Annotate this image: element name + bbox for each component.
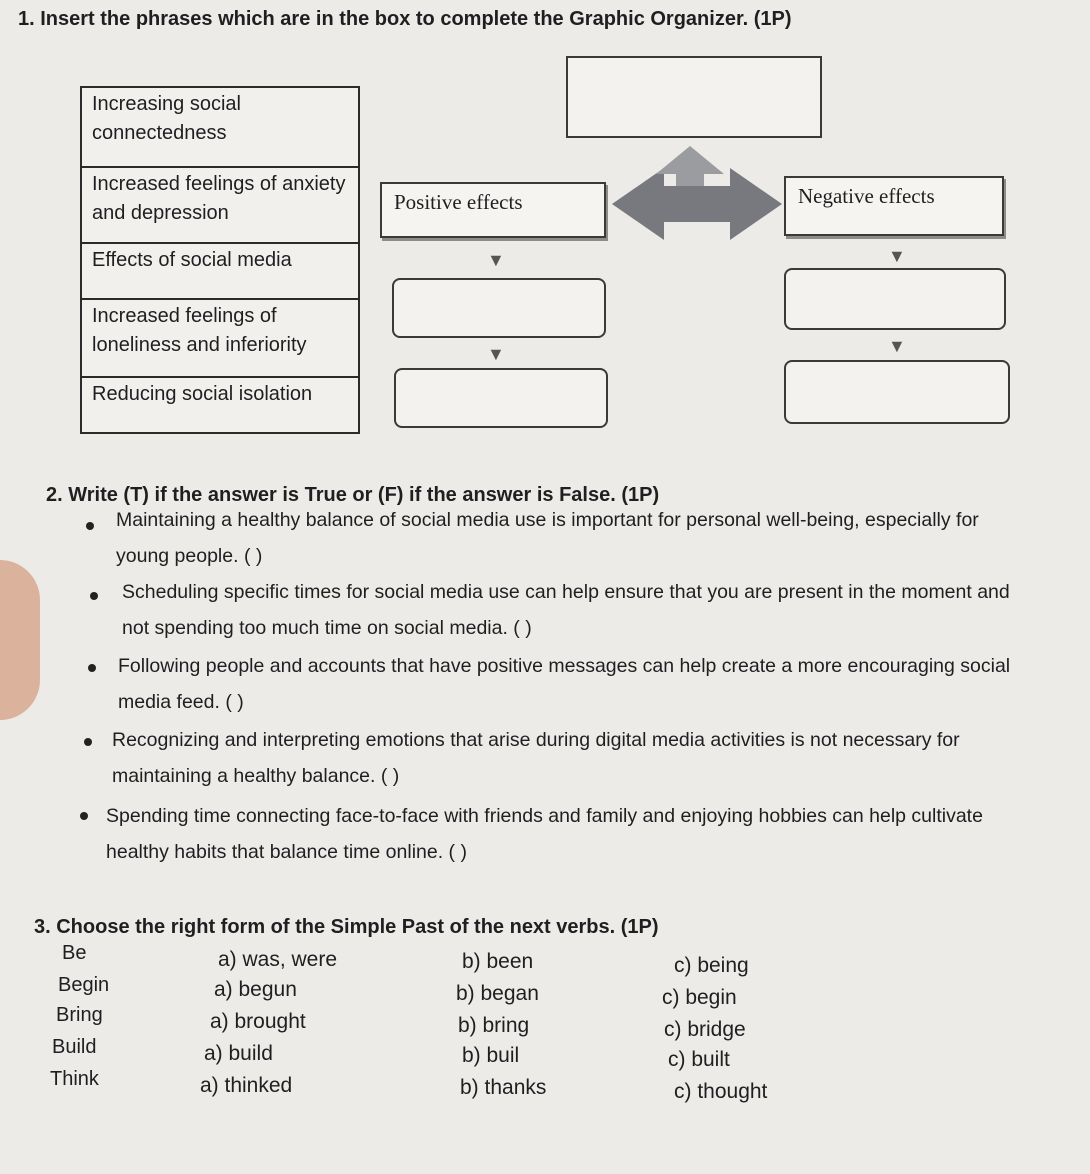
phrase-item: Increased feelings of anxiety and depression — [82, 168, 358, 244]
statement: Recognizing and interpreting emotions that arise during digital media activities is not necessary for maintaining a healthy balance. ( ) — [112, 729, 960, 787]
verb-label: Be — [62, 942, 87, 964]
down-arrow-icon: ▼ — [888, 246, 906, 266]
statement: Following people and accounts that have positive messages can help create a more encouraging social media feed. ( ) — [118, 655, 1011, 713]
option-c[interactable]: c) built — [668, 1048, 730, 1071]
verb-label: Begin — [58, 974, 110, 996]
phrase-box — [80, 86, 360, 434]
option-b[interactable]: b) bring — [458, 1014, 530, 1037]
verb-label: Bring — [56, 1004, 103, 1026]
option-a[interactable]: a) brought — [210, 1010, 306, 1033]
center-topic-blank[interactable] — [566, 56, 822, 138]
q2-title: 2. Write (T) if the answer is True or (F) if the answer is False. (1P) — [46, 484, 660, 506]
option-b[interactable]: b) thanks — [460, 1076, 547, 1099]
option-b[interactable]: b) buil — [462, 1044, 520, 1067]
statement: Scheduling specific times for social media use can help ensure that you are present in the moment and not spending too much time on social media. ( ) — [122, 581, 1010, 639]
negative-effect-blank-2[interactable] — [784, 360, 1010, 424]
verb-label: Build — [52, 1036, 97, 1058]
positive-effect-blank-2[interactable] — [394, 368, 608, 428]
phrase-item: Reducing social isolation — [92, 383, 313, 405]
q3-title: 3. Choose the right form of the Simple Past of the next verbs. (1P) — [34, 916, 659, 938]
option-b[interactable]: b) began — [456, 982, 539, 1005]
negative-effects-label: Negative effects — [784, 176, 1004, 236]
bullet — [90, 592, 98, 600]
option-c[interactable]: c) bridge — [664, 1018, 746, 1041]
option-c[interactable]: c) thought — [674, 1080, 768, 1103]
positive-effect-blank-1[interactable] — [392, 278, 606, 338]
double-arrow-icon — [612, 146, 782, 252]
option-c[interactable]: c) begin — [662, 986, 737, 1009]
negative-effect-blank-1[interactable] — [784, 268, 1006, 330]
positive-effects-label: Positive effects — [380, 182, 606, 238]
bullet — [80, 812, 88, 820]
bullet — [86, 522, 94, 530]
q1-title: 1. Insert the phrases which are in the box to complete the Graphic Organizer. (1P) — [18, 8, 792, 30]
option-a[interactable]: a) begun — [214, 978, 297, 1001]
phrase-item: Increasing social connectedness — [82, 88, 358, 168]
phrase-item: Increased feelings of loneliness and inferiority — [82, 300, 358, 378]
option-c[interactable]: c) being — [674, 954, 749, 977]
statement: Maintaining a healthy balance of social media use is important for personal well-being, especially for young people. ( ) — [116, 509, 979, 567]
bullet — [88, 664, 96, 672]
finger-shadow — [0, 560, 40, 720]
option-b[interactable]: b) been — [462, 950, 534, 973]
option-a[interactable]: a) thinked — [200, 1074, 293, 1097]
phrase-item: Effects of social media — [82, 244, 358, 300]
verb-label: Think — [50, 1068, 99, 1090]
bullet — [84, 738, 92, 746]
option-a[interactable]: a) was, were — [218, 948, 338, 971]
option-a[interactable]: a) build — [204, 1042, 273, 1065]
statement: Spending time connecting face-to-face with friends and family and enjoying hobbies can help cultivate healthy habits that balance time online. ( ) — [106, 805, 983, 863]
down-arrow-icon: ▼ — [487, 344, 505, 364]
down-arrow-icon: ▼ — [888, 336, 906, 356]
down-arrow-icon: ▼ — [487, 250, 505, 270]
